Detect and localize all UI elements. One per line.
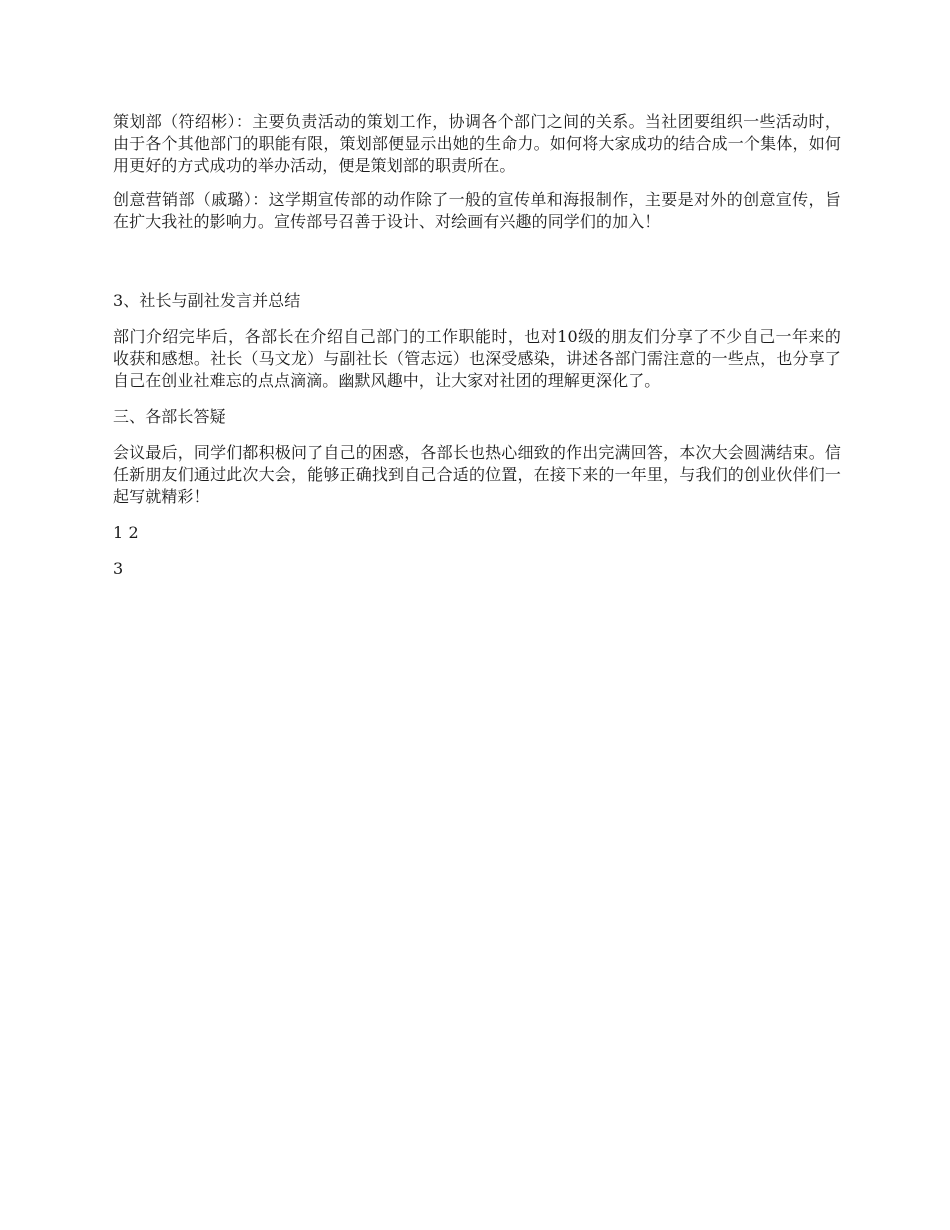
page-numbers-line-1: 1 2 (113, 523, 139, 542)
paragraph-president-speech: 部门介绍完毕后，各部长在介绍自己部门的工作职能时，也对10级的朋友们分享了不少自己一年来的收获和感想。社长（马文龙）与副社长（管志远）也深受感染，讲述各部门需注意的一些点，也分享了自己在创业社难忘的点点滴滴。幽默风趣中，让大家对社团的理解更深化了。 (113, 327, 841, 390)
paragraph-qa: 会议最后，同学们都积极问了自己的困惑，各部长也热心细致的作出完满回答，本次大会圆满结束。信任新朋友们通过此次大会，能够正确找到自己合适的位置，在接下来的一年里，与我们的创业伙伴们一起写就精彩！ (113, 443, 841, 506)
document-page (113, 111, 841, 580)
paragraph-creative-marketing-dept: 创意营销部（戚璐）：这学期宣传部的动作除了一般的宣传单和海报制作，主要是对外的创意宣传，旨在扩大我社的影响力。宣传部号召善于设计、对绘画有兴趣的同学们的加入！ (113, 190, 841, 231)
section-heading-qa: 三、各部长答疑 (113, 407, 226, 426)
section-heading-president-speech: 3、社长与副社发言并总结 (113, 291, 301, 310)
page-numbers-line-2: 3 (113, 559, 124, 578)
paragraph-planning-dept: 策划部（符绍彬）：主要负责活动的策划工作，协调各个部门之间的关系。当社团要组织一些活动时，由于各个其他部门的职能有限，策划部便显示出她的生命力。如何将大家成功的结合成一个集体，如何用更好的方式成功的举办活动，便是策划部的职责所在。 (113, 112, 841, 175)
